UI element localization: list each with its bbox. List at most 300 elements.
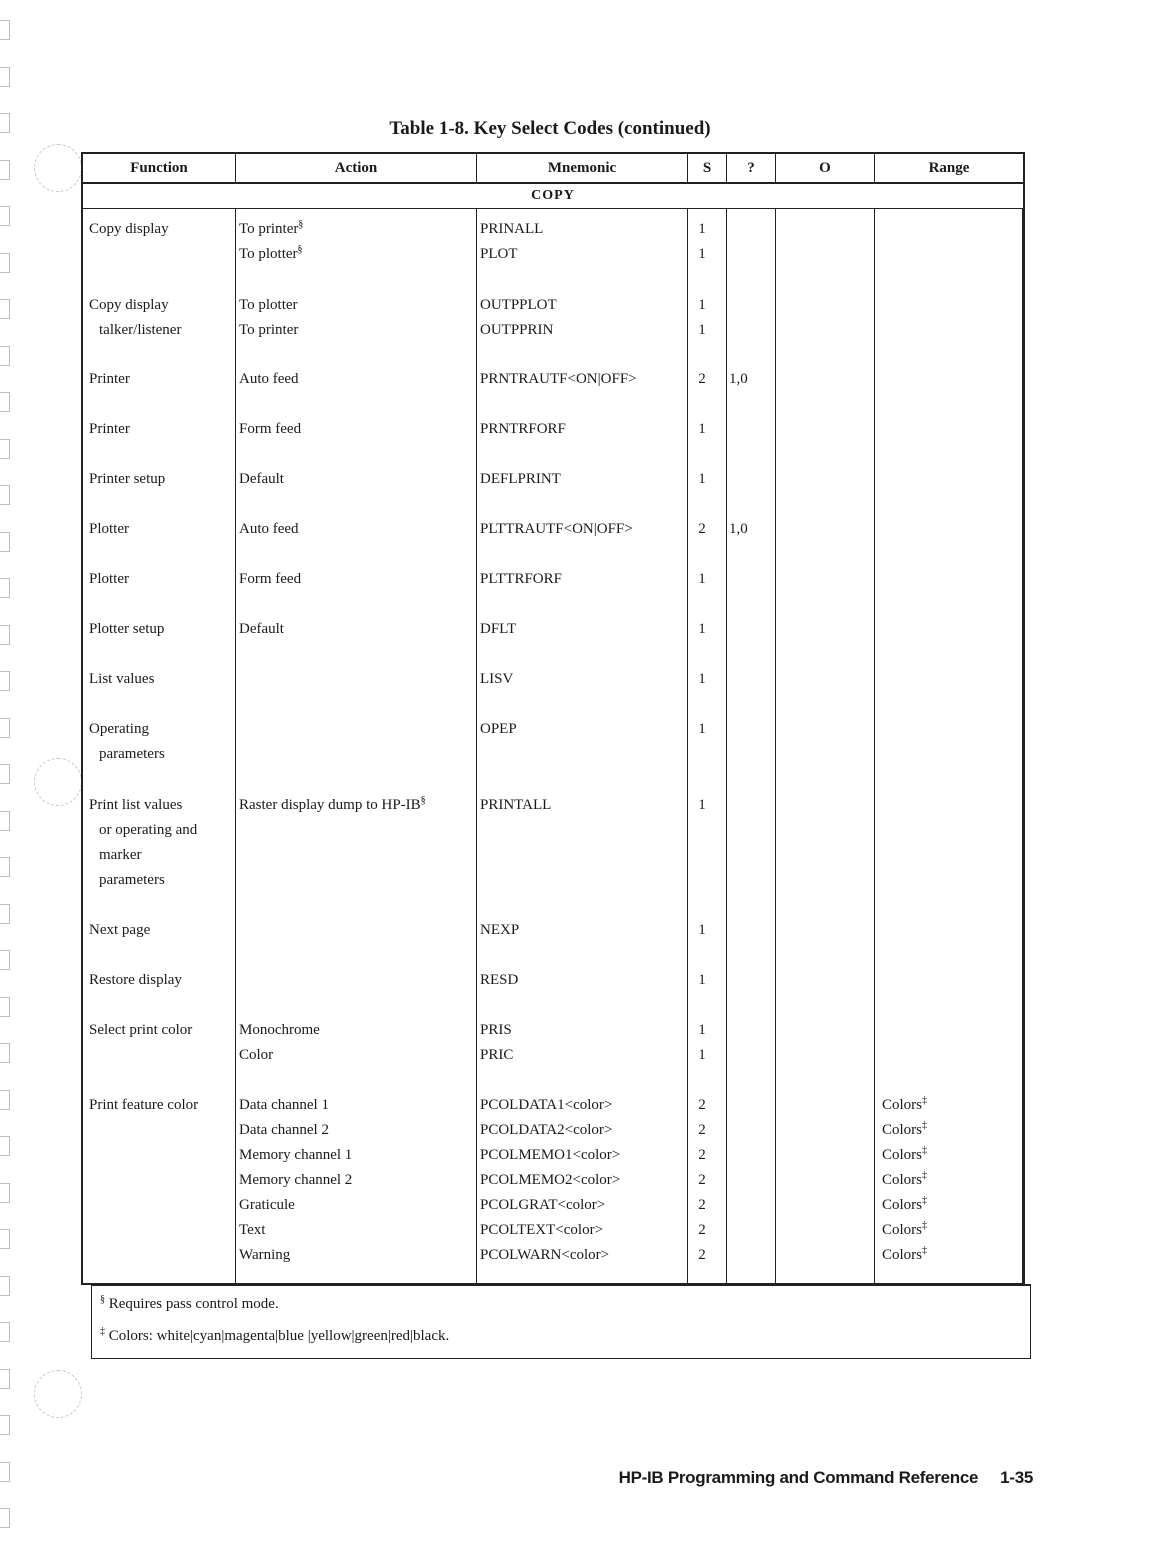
s-cell-line <box>695 1118 709 1143</box>
mnemonic-cell-line <box>480 1018 513 1043</box>
s-cell-text: 1 <box>698 322 706 338</box>
function-cell-text: Print feature color <box>89 1097 199 1113</box>
footnote-text: Requires pass control mode. <box>108 1296 279 1312</box>
action-cell-line <box>239 467 284 492</box>
action-cell-text: Memory channel 2 <box>239 1172 353 1188</box>
binder-edge-mark <box>0 485 10 505</box>
action-cell-line <box>239 1218 352 1243</box>
function-cell-line <box>89 617 164 642</box>
mnemonic-cell-line <box>480 1043 513 1068</box>
mnemonic-cell-text: PCOLDATA2<color> <box>480 1122 613 1138</box>
action-cell <box>239 1093 352 1268</box>
function-cell-text: marker <box>99 847 142 863</box>
mnemonic-cell-line <box>480 793 551 818</box>
header-action: Action <box>236 154 477 182</box>
range-cell-line <box>882 1168 927 1193</box>
s-cell <box>695 968 709 993</box>
binder-edge-mark <box>0 160 10 180</box>
footnote-ref: § <box>420 795 426 806</box>
binder-edge-mark <box>0 299 10 319</box>
mnemonic-cell-text: PCOLWARN<color> <box>480 1247 610 1263</box>
s-cell <box>695 717 709 742</box>
s-cell <box>695 367 709 392</box>
mnemonic-cell-text: PCOLMEMO1<color> <box>480 1147 621 1163</box>
s-cell <box>695 793 709 818</box>
action-cell-text: Default <box>239 621 284 637</box>
action-cell-text: Form feed <box>239 571 302 587</box>
action-cell <box>239 617 284 642</box>
query-cell-text: 1,0 <box>729 521 748 537</box>
range-cell-line <box>882 1193 927 1218</box>
action-cell-text: Color <box>239 1047 274 1063</box>
binder-edge-mark <box>0 1462 10 1482</box>
binder-edge-mark <box>0 1229 10 1249</box>
function-cell-line <box>89 793 197 818</box>
binder-edge-mark <box>0 718 10 738</box>
action-cell-line <box>239 318 298 343</box>
s-cell-text: 2 <box>698 1147 706 1163</box>
s-cell-line <box>695 242 709 267</box>
s-cell-text: 2 <box>698 1097 706 1113</box>
key-select-codes-table <box>81 152 1025 1285</box>
mnemonic-cell-text: PLOT <box>480 246 518 262</box>
query-cell-line <box>729 367 748 392</box>
s-cell-line <box>695 1168 709 1193</box>
footnote-ref: ‡ <box>922 1095 928 1106</box>
function-cell-text: Copy display <box>89 297 169 313</box>
function-cell-line <box>89 417 130 442</box>
s-cell <box>695 417 709 442</box>
s-cell-text: 2 <box>698 1197 706 1213</box>
mnemonic-cell <box>480 567 562 592</box>
action-cell-line <box>239 242 303 267</box>
mnemonic-cell-text: PRNTRAUTF<ON|OFF> <box>480 371 637 387</box>
binder-edge-mark <box>0 671 10 691</box>
function-cell <box>89 367 130 392</box>
binder-edge-mark <box>0 439 10 459</box>
function-cell-line <box>89 843 197 868</box>
function-cell-text: Copy display <box>89 221 169 237</box>
binder-edge-mark <box>0 625 10 645</box>
action-cell-text: Raster display dump to HP-IB <box>239 797 421 813</box>
action-cell-line <box>239 617 284 642</box>
s-cell <box>695 1018 709 1068</box>
action-cell-text: To printer <box>239 221 299 237</box>
mnemonic-cell-line <box>480 617 516 642</box>
footnote-ref: § <box>297 244 303 255</box>
function-cell-text: List values <box>89 671 155 687</box>
binder-edge-mark <box>0 253 10 273</box>
mnemonic-cell-line <box>480 1093 620 1118</box>
function-cell-text: Operating <box>89 721 149 737</box>
binder-edge-mark <box>0 904 10 924</box>
s-cell <box>695 617 709 642</box>
action-cell-line <box>239 367 299 392</box>
s-cell-text: 1 <box>698 972 706 988</box>
s-cell-line <box>695 1143 709 1168</box>
action-cell-line <box>239 1193 352 1218</box>
header-query: ? <box>727 154 776 182</box>
action-cell <box>239 517 299 542</box>
footnotes <box>91 1284 1031 1359</box>
punch-hole-middle <box>34 758 82 806</box>
function-cell-line <box>89 742 165 767</box>
function-cell-line <box>89 1018 192 1043</box>
footnote-ref: ‡ <box>922 1245 928 1256</box>
s-cell-line <box>695 467 709 492</box>
mnemonic-cell-text: PRINALL <box>480 221 544 237</box>
header-range: Range <box>928 159 970 176</box>
mnemonic-cell-text: LISV <box>480 671 514 687</box>
action-cell-text: Auto feed <box>239 371 299 387</box>
action-cell-text: Form feed <box>239 421 302 437</box>
mnemonic-cell-line <box>480 367 637 392</box>
function-cell-text: Printer setup <box>89 471 166 487</box>
mnemonic-cell-line <box>480 717 517 742</box>
action-cell-text: Data channel 1 <box>239 1097 329 1113</box>
footnote-colors <box>100 1328 449 1345</box>
mnemonic-cell-line <box>480 968 518 993</box>
range-cell-text: Colors <box>882 1247 923 1263</box>
header-o: O <box>776 154 875 182</box>
mnemonic-cell-text: PCOLMEMO2<color> <box>480 1172 621 1188</box>
binder-edge-mark <box>0 578 10 598</box>
function-cell <box>89 667 154 692</box>
s-cell <box>695 1093 709 1268</box>
table-header-row <box>83 154 1023 184</box>
action-cell-text: Warning <box>239 1247 291 1263</box>
range-cell-line <box>882 1093 927 1118</box>
range-cell-text: Colors <box>882 1197 923 1213</box>
s-cell-text: 2 <box>698 521 706 537</box>
s-cell-text: 1 <box>698 671 706 687</box>
function-cell-text: parameters <box>99 872 165 888</box>
s-cell-line <box>695 1018 709 1043</box>
range-cell-line <box>882 1143 927 1168</box>
mnemonic-cell <box>480 417 566 442</box>
function-cell-text: Restore display <box>89 972 182 988</box>
table-body <box>83 209 1023 1283</box>
footnote-ref: § <box>298 219 304 230</box>
mnemonic-cell-text: PCOLTEXT<color> <box>480 1222 604 1238</box>
function-cell <box>89 417 130 442</box>
range-cell-text: Colors <box>882 1172 923 1188</box>
action-cell-text: Auto feed <box>239 521 299 537</box>
action-cell-text: Text <box>239 1222 266 1238</box>
mnemonic-cell-text: RESD <box>480 972 519 988</box>
mnemonic-cell <box>480 293 557 343</box>
range-cell-text: Colors <box>882 1147 923 1163</box>
s-cell-text: 1 <box>698 621 706 637</box>
function-cell-text: Printer <box>89 421 130 437</box>
footnote-ref: ‡ <box>922 1170 928 1181</box>
action-cell <box>239 467 284 492</box>
mnemonic-cell-line <box>480 1143 620 1168</box>
range-cell-text: Colors <box>882 1097 923 1113</box>
action-cell-line <box>239 293 298 318</box>
s-cell-text: 1 <box>698 721 706 737</box>
mnemonic-cell <box>480 918 519 943</box>
page-number: 1-35 <box>1000 1468 1033 1487</box>
query-cell-text: 1,0 <box>729 371 748 387</box>
mnemonic-cell-text: DEFLPRINT <box>480 471 561 487</box>
s-cell-line <box>695 793 709 818</box>
mnemonic-cell-line <box>480 567 562 592</box>
function-cell-text: Next page <box>89 922 151 938</box>
function-cell <box>89 567 129 592</box>
query-cell <box>729 517 748 542</box>
function-cell-line <box>89 868 197 893</box>
action-cell-text: To printer <box>239 322 299 338</box>
binder-edge-mark <box>0 1090 10 1110</box>
mnemonic-cell <box>480 217 543 267</box>
range-cell-line <box>882 1118 927 1143</box>
header-s: S <box>688 154 727 182</box>
binder-edge-mark <box>0 764 10 784</box>
mnemonic-cell-line <box>480 1168 620 1193</box>
binder-edge-mark <box>0 1415 10 1435</box>
s-cell <box>695 293 709 343</box>
mnemonic-cell <box>480 1093 620 1268</box>
binder-edge-mark <box>0 1276 10 1296</box>
mnemonic-cell-line <box>480 467 561 492</box>
action-cell-text: Memory channel 1 <box>239 1147 353 1163</box>
s-cell-line <box>695 918 709 943</box>
binder-edge-mark <box>0 206 10 226</box>
s-cell-text: 2 <box>698 1247 706 1263</box>
action-cell-line <box>239 1043 320 1068</box>
footnote-text: Colors: white|cyan|magenta|blue |yellow|green|red|black. <box>108 1328 450 1344</box>
function-cell <box>89 1018 192 1043</box>
function-cell-line <box>89 818 197 843</box>
mnemonic-cell-line <box>480 293 557 318</box>
range-cell-line <box>882 1243 927 1268</box>
footnote-mark: § <box>100 1294 105 1305</box>
action-cell-line <box>239 1018 320 1043</box>
s-cell-line <box>695 667 709 692</box>
range-cell-line <box>882 1218 927 1243</box>
s-cell-text: 1 <box>698 571 706 587</box>
binder-edge-mark <box>0 67 10 87</box>
action-cell-line <box>239 417 301 442</box>
function-cell <box>89 617 164 642</box>
action-cell <box>239 293 298 343</box>
action-cell-line <box>239 217 303 242</box>
action-cell-text: To plotter <box>239 297 298 313</box>
footer-title: HP-IB Programming and Command Reference <box>618 1468 979 1487</box>
mnemonic-cell <box>480 517 633 542</box>
mnemonic-cell-line <box>480 217 543 242</box>
s-cell-line <box>695 318 709 343</box>
mnemonic-cell <box>480 617 516 642</box>
footnote-pass-control <box>100 1296 279 1313</box>
mnemonic-cell-line <box>480 1193 620 1218</box>
footnote-ref: ‡ <box>922 1145 928 1156</box>
action-cell-line <box>239 567 301 592</box>
s-cell-line <box>695 1218 709 1243</box>
s-cell-line <box>695 1193 709 1218</box>
function-cell <box>89 293 181 343</box>
action-cell-line <box>239 1143 352 1168</box>
mnemonic-cell-line <box>480 918 519 943</box>
action-cell-line <box>239 1168 352 1193</box>
s-cell-text: 2 <box>698 1122 706 1138</box>
mnemonic-cell-text: PRIS <box>480 1022 512 1038</box>
binder-edge-mark <box>0 857 10 877</box>
mnemonic-cell-text: PRNTRFORF <box>480 421 566 437</box>
mnemonic-cell-text: OPEP <box>480 721 517 737</box>
s-cell-text: 1 <box>698 1047 706 1063</box>
s-cell-text: 1 <box>698 1022 706 1038</box>
footnote-mark: ‡ <box>100 1326 105 1337</box>
function-cell-line <box>89 918 150 943</box>
mnemonic-cell <box>480 1018 513 1068</box>
s-cell-line <box>695 217 709 242</box>
function-cell-line <box>89 717 165 742</box>
function-cell <box>89 793 197 893</box>
s-cell-text: 1 <box>698 922 706 938</box>
section-label: COPY <box>83 184 1023 209</box>
action-cell-line <box>239 1243 352 1268</box>
binder-edge-mark <box>0 532 10 552</box>
mnemonic-cell-line <box>480 1118 620 1143</box>
mnemonic-cell <box>480 717 517 742</box>
s-cell <box>695 567 709 592</box>
s-cell <box>695 667 709 692</box>
footnote-ref: ‡ <box>922 1120 928 1131</box>
mnemonic-cell-line <box>480 1243 620 1268</box>
range-cell <box>882 1093 927 1268</box>
s-cell <box>695 517 709 542</box>
function-cell-text: Printer <box>89 371 130 387</box>
mnemonic-cell-line <box>480 1218 620 1243</box>
function-cell <box>89 517 129 542</box>
function-cell <box>89 467 165 492</box>
mnemonic-cell-text: DFLT <box>480 621 517 637</box>
mnemonic-cell-text: PRINTALL <box>480 797 552 813</box>
mnemonic-cell-line <box>480 417 566 442</box>
binder-edge-mark <box>0 1369 10 1389</box>
mnemonic-cell <box>480 793 551 818</box>
mnemonic-cell-text: PCOLDATA1<color> <box>480 1097 613 1113</box>
s-cell-line <box>695 367 709 392</box>
mnemonic-cell-text: PRIC <box>480 1047 514 1063</box>
binder-edge-mark <box>0 1322 10 1342</box>
action-cell <box>239 1018 320 1068</box>
function-cell <box>89 217 169 242</box>
mnemonic-cell-text: OUTPPLOT <box>480 297 557 313</box>
function-cell <box>89 918 150 943</box>
s-cell-line <box>695 717 709 742</box>
binder-edge-mark <box>0 811 10 831</box>
query-cell <box>729 367 748 392</box>
function-cell-text: Print list values <box>89 797 183 813</box>
s-cell-line <box>695 417 709 442</box>
function-cell-line <box>89 517 129 542</box>
function-cell <box>89 717 165 767</box>
s-cell-text: 1 <box>698 797 706 813</box>
s-cell-line <box>695 617 709 642</box>
function-cell-line <box>89 567 129 592</box>
binder-edge-mark <box>0 346 10 366</box>
action-cell-line <box>239 517 299 542</box>
function-cell-text: talker/listener <box>99 322 182 338</box>
function-cell-line <box>89 293 181 318</box>
action-cell-text: Graticule <box>239 1197 295 1213</box>
binder-edge-mark <box>0 1183 10 1203</box>
s-cell-text: 1 <box>698 221 706 237</box>
s-cell <box>695 467 709 492</box>
action-cell-text: To plotter <box>239 246 298 262</box>
function-cell-text: or operating and <box>99 822 198 838</box>
s-cell-line <box>695 1043 709 1068</box>
function-cell-text: Plotter <box>89 521 129 537</box>
mnemonic-cell <box>480 968 518 993</box>
function-cell-line <box>89 367 130 392</box>
action-cell <box>239 367 299 392</box>
binder-edge-mark <box>0 997 10 1017</box>
mnemonic-cell-line <box>480 667 513 692</box>
s-cell-line <box>695 1243 709 1268</box>
binder-edge-mark <box>0 1043 10 1063</box>
action-cell-line <box>239 793 426 818</box>
mnemonic-cell-text: OUTPPRIN <box>480 322 554 338</box>
function-cell-text: Select print color <box>89 1022 193 1038</box>
s-cell-line <box>695 293 709 318</box>
action-cell <box>239 567 301 592</box>
action-cell-text: Default <box>239 471 284 487</box>
s-cell-line <box>695 517 709 542</box>
mnemonic-cell-line <box>480 242 543 267</box>
s-cell-text: 2 <box>698 1222 706 1238</box>
function-cell <box>89 968 182 993</box>
footnote-ref: ‡ <box>922 1220 928 1231</box>
column-o <box>776 209 875 1283</box>
mnemonic-cell-line <box>480 517 633 542</box>
mnemonic-cell <box>480 467 561 492</box>
s-cell-text: 1 <box>698 471 706 487</box>
s-cell-text: 1 <box>698 421 706 437</box>
mnemonic-cell <box>480 367 637 392</box>
s-cell-text: 2 <box>698 371 706 387</box>
action-cell <box>239 417 301 442</box>
binder-edge-mark <box>0 1136 10 1156</box>
table-title: Table 1-8. Key Select Codes (continued) <box>389 118 711 139</box>
function-cell-line <box>89 467 165 492</box>
s-cell <box>695 217 709 267</box>
s-cell-text: 2 <box>698 1172 706 1188</box>
function-cell-line <box>89 217 169 242</box>
function-cell-text: Plotter setup <box>89 621 165 637</box>
s-cell-text: 1 <box>698 297 706 313</box>
action-cell-text: Data channel 2 <box>239 1122 329 1138</box>
mnemonic-cell-text: PLTTRAUTF<ON|OFF> <box>480 521 633 537</box>
binder-edge-mark <box>0 392 10 412</box>
header-function: Function <box>83 154 236 182</box>
page-footer <box>619 1468 1033 1488</box>
mnemonic-cell <box>480 667 513 692</box>
action-cell <box>239 793 426 818</box>
function-cell-line <box>89 667 154 692</box>
action-cell <box>239 217 303 267</box>
s-cell-line <box>695 968 709 993</box>
range-cell-text: Colors <box>882 1222 923 1238</box>
binder-edge-mark <box>0 1508 10 1528</box>
function-cell <box>89 1093 198 1118</box>
binder-edge-mark <box>0 950 10 970</box>
action-cell-text: Monochrome <box>239 1022 320 1038</box>
function-cell-text: parameters <box>99 746 165 762</box>
